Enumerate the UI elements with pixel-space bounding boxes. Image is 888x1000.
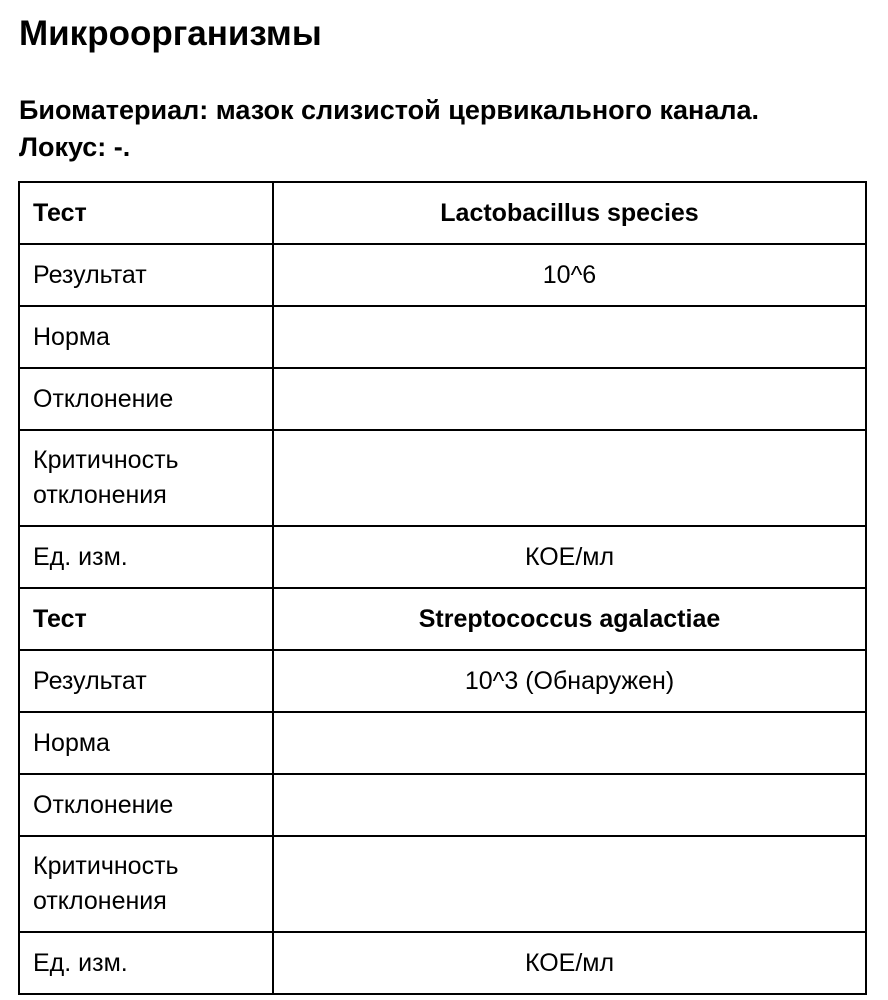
test-header-row	[19, 182, 866, 244]
table-row	[19, 244, 866, 306]
test-name: Streptococcus agalactiae	[273, 588, 866, 650]
test-label: Тест	[19, 588, 273, 650]
row-label: Норма	[19, 306, 273, 368]
table-row	[19, 306, 866, 368]
table-row	[19, 774, 866, 836]
test-label: Тест	[19, 182, 273, 244]
row-label: Результат	[19, 244, 273, 306]
row-value: 10^6	[273, 244, 866, 306]
table-row	[19, 836, 866, 932]
row-value	[273, 774, 866, 836]
table-row	[19, 712, 866, 774]
page-title: Микроорганизмы	[19, 14, 322, 53]
table-row	[19, 526, 866, 588]
row-value: КОЕ/мл	[273, 932, 866, 994]
row-value	[273, 306, 866, 368]
row-label: Ед. изм.	[19, 932, 273, 994]
table-row	[19, 650, 866, 712]
test-name: Lactobacillus species	[273, 182, 866, 244]
row-value: КОЕ/мл	[273, 526, 866, 588]
row-label: Критичность отклонения	[19, 430, 273, 526]
biomaterial-subtitle: Биоматериал: мазок слизистой цервикального канала. Локус: -.	[19, 95, 760, 162]
results-table	[18, 181, 867, 995]
row-label: Результат	[19, 650, 273, 712]
row-label: Отклонение	[19, 368, 273, 430]
row-value	[273, 430, 866, 526]
row-label: Норма	[19, 712, 273, 774]
test-header-row	[19, 588, 866, 650]
row-label: Ед. изм.	[19, 526, 273, 588]
table-row	[19, 430, 866, 526]
row-value	[273, 712, 866, 774]
row-value	[273, 836, 866, 932]
table-row	[19, 368, 866, 430]
row-value	[273, 368, 866, 430]
table-row	[19, 932, 866, 994]
row-label: Критичность отклонения	[19, 836, 273, 932]
row-value: 10^3 (Обнаружен)	[273, 650, 866, 712]
row-label: Отклонение	[19, 774, 273, 836]
